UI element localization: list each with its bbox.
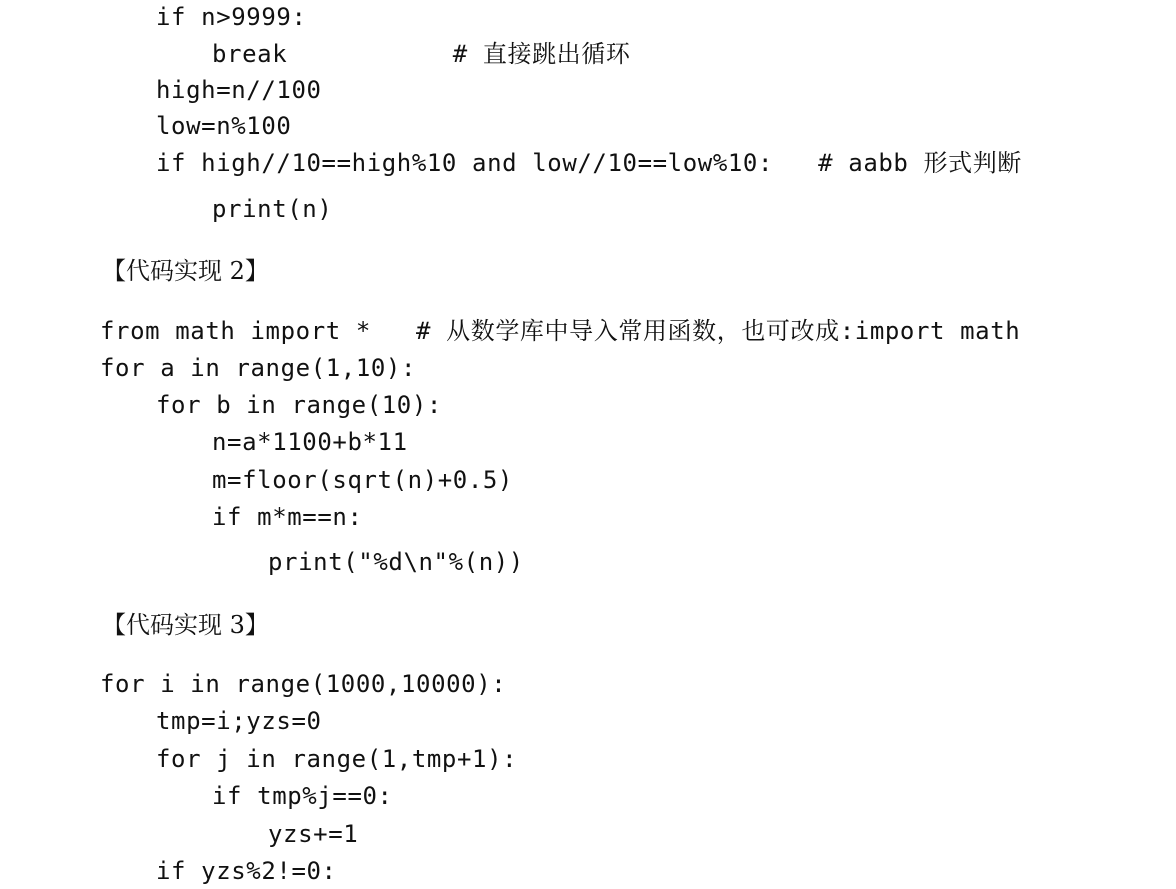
code-line: tmp=i;yzs=0 <box>156 707 322 735</box>
code-line: if n>9999: <box>156 3 307 31</box>
code-line: break # 直接跳出循环 <box>212 40 631 68</box>
code-line: for a in range(1,10): <box>100 354 417 382</box>
code-line: low=n%100 <box>156 112 292 140</box>
code-line: for b in range(10): <box>156 391 442 419</box>
code-line: high=n//100 <box>156 76 322 104</box>
section-heading: 【代码实现 2】 <box>102 257 269 285</box>
code-line: if yzs%2!=0: <box>156 857 337 885</box>
section-heading: 【代码实现 3】 <box>102 611 269 639</box>
code-line: print("%d\n"%(n)) <box>268 548 524 576</box>
code-line: n=a*1100+b*11 <box>212 428 408 456</box>
code-line: for j in range(1,tmp+1): <box>156 745 518 773</box>
code-line: m=floor(sqrt(n)+0.5) <box>212 466 513 494</box>
code-line: for i in range(1000,10000): <box>100 670 507 698</box>
code-line: yzs+=1 <box>268 820 359 848</box>
code-line: print(n) <box>212 195 333 223</box>
code-line: if m*m==n: <box>212 503 363 531</box>
code-line: if high//10==high%10 and low//10==low%10: # aabb 形式判断 <box>156 149 1022 177</box>
code-line: from math import * # 从数学库中导入常用函数，也可改成:import math <box>100 317 1021 345</box>
code-line: if tmp%j==0: <box>212 782 393 810</box>
